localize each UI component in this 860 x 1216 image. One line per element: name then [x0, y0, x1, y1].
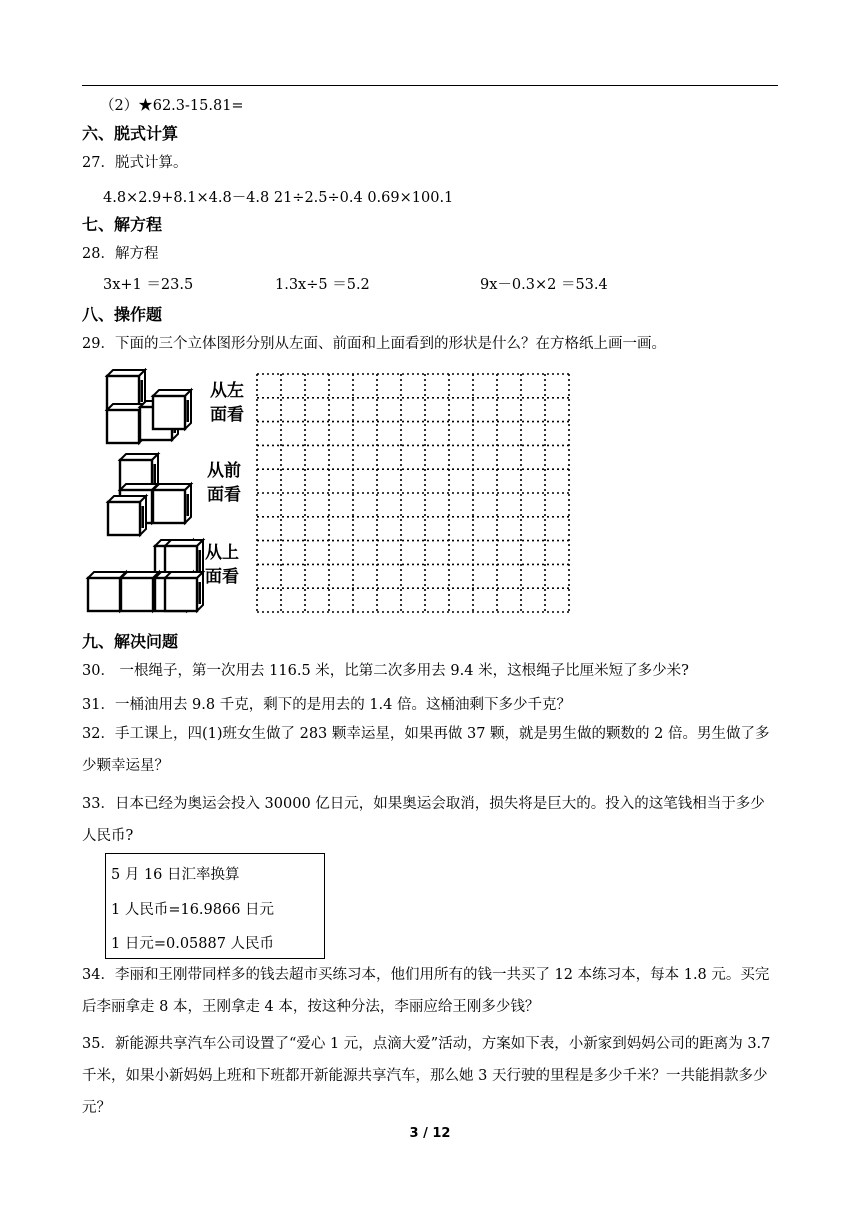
section7-title: 七、解方程	[82, 215, 163, 234]
view-label-front-1: 从前	[207, 461, 241, 481]
rate-title: 5 月 16 日汇率换算	[111, 867, 240, 883]
q33-text: 33．日本已经为奥运会投入 30000 亿日元，如果奥运会取消，损失将是巨大的。投入的这笔钱相当于多少人民币?	[82, 796, 765, 844]
q26-part2: （2）★62.3-15.81=	[100, 98, 244, 114]
q27-text: 27．脱式计算。	[82, 155, 188, 171]
view-label-left-2: 面看	[210, 405, 244, 425]
equation-3: 9x－0.3×2 ＝53.4	[480, 277, 608, 293]
q27-expressions: 4.8×2.9+8.1×4.8－4.8 21÷2.5÷0.4 0.69×100.1	[103, 190, 454, 206]
rate-yen-to-rmb: 1 日元=0.05887 人民币	[111, 936, 275, 952]
q31-text: 31．一桶油用去 9.8 千克，剩下的是用去的 1.4 倍。这桶油剩下多少千克？	[82, 697, 572, 713]
q34-text: 34．李丽和王刚带同样多的钱去超市买练习本，他们用所有的钱一共买了 12 本练习本，每本 1.8 元。买完后李丽拿走 8 本，王刚拿走 4 本，按这种分法，李丽应给王刚多少钱？	[82, 967, 770, 1015]
q29-text: 29．下面的三个立体图形分别从左面、前面和上面看到的形状是什么？在方格纸上画一画。	[82, 336, 666, 352]
rate-rmb-to-yen: 1 人民币=16.9866 日元	[111, 902, 275, 918]
equation-2: 1.3x÷5 ＝5.2	[275, 277, 370, 293]
view-label-left-1: 从左	[210, 381, 244, 401]
cube-views-figure	[85, 368, 575, 620]
cube-stack-1	[107, 370, 191, 443]
section9-title: 九、解决问题	[82, 632, 179, 651]
header-rule	[82, 85, 778, 86]
dotted-grid-paper	[257, 374, 569, 612]
equation-1: 3x+1 ＝23.5	[103, 277, 194, 293]
view-label-top-2: 面看	[205, 567, 239, 587]
section8-title: 八、操作题	[82, 305, 163, 324]
section6-title: 六、脱式计算	[82, 124, 179, 143]
exchange-rate-box	[105, 853, 325, 959]
q28-text: 28．解方程	[82, 246, 159, 262]
view-label-top-1: 从上	[205, 543, 239, 563]
q32-text: 32．手工课上，四(1)班女生做了 283 颗幸运星，如果再做 37 颗，就是男生做的颗数的 2 倍。男生做了多少颗幸运星？	[82, 726, 770, 774]
q30-text: 30． 一根绳子，第一次用去 116.5 米，比第二次多用去 9.4 米，这根绳子比厘米短了多少米?	[82, 663, 689, 679]
view-label-front-2: 面看	[207, 485, 241, 505]
q35-text: 35．新能源共享汽车公司设置了“爱心 1 元，点滴大爱”活动，方案如下表，小新家到妈妈公司的距离为 3.7 千米，如果小新妈妈上班和下班都开新能源共享汽车，那么她 3 天行驶的里程是多少千米？一共能捐款多少元？	[82, 1036, 771, 1116]
cube-stack-3	[88, 540, 203, 611]
cube-stack-2	[108, 454, 191, 535]
page-number: 3 / 12	[409, 1126, 451, 1141]
